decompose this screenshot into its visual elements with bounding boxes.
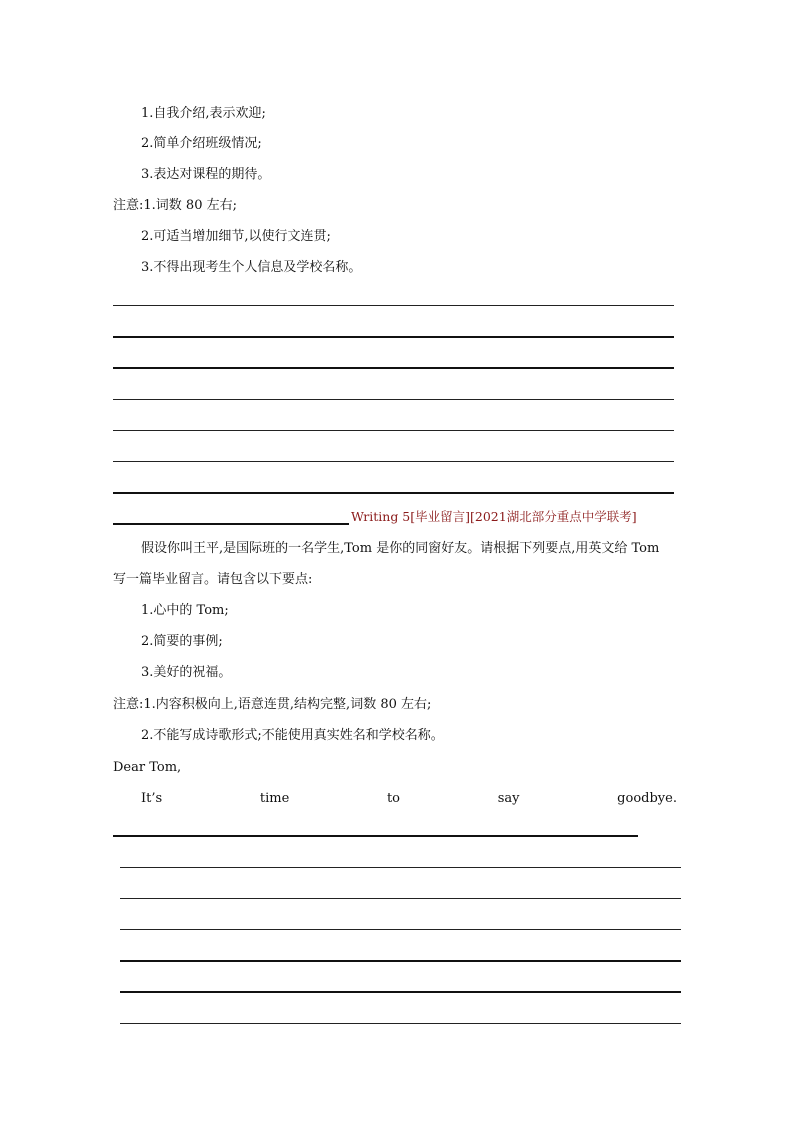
writing-line[interactable] <box>120 929 681 930</box>
writing-line[interactable] <box>113 492 674 494</box>
prompt-line-2: 写一篇毕业留言。请包含以下要点: <box>113 572 313 587</box>
point-2: 2.简要的事例; <box>141 634 223 649</box>
opening-word: It’s <box>141 791 163 806</box>
note-1: 1.词数 80 左右; <box>143 198 237 213</box>
writing-line[interactable] <box>113 367 674 369</box>
opening-word: say <box>497 791 520 806</box>
opening-word: time <box>259 791 290 806</box>
notes-row-1 <box>113 198 237 214</box>
point-2: 2.简单介绍班级情况; <box>141 136 262 151</box>
writing-line[interactable] <box>120 991 681 993</box>
opening-word: goodbye. <box>617 791 677 806</box>
point-3: 3.表达对课程的期待。 <box>141 167 271 182</box>
writing-line[interactable] <box>113 461 674 462</box>
writing-line[interactable] <box>120 960 681 962</box>
writing-line[interactable] <box>113 430 674 431</box>
salutation: Dear Tom, <box>113 760 182 775</box>
notes-label: 注意: <box>113 697 144 712</box>
note-3: 3.不得出现考生个人信息及学校名称。 <box>141 260 362 275</box>
note-2: 2.可适当增加细节,以使行文连贯; <box>141 229 331 244</box>
writing-line[interactable] <box>113 336 674 338</box>
writing-line[interactable] <box>120 1023 681 1024</box>
writing-line[interactable] <box>120 867 681 868</box>
point-1: 1.心中的 Tom; <box>141 603 229 618</box>
writing-line-short[interactable] <box>113 523 349 525</box>
writing-line[interactable] <box>113 399 674 400</box>
point-1: 1.自我介绍,表示欢迎; <box>141 106 266 121</box>
point-3: 3.美好的祝福。 <box>141 665 232 680</box>
opening-sentence <box>141 791 677 807</box>
opening-word: to <box>386 791 401 806</box>
prompt-line-1: 假设你叫王平,是国际班的一名学生,Tom 是你的同窗好友。请根据下列要点,用英文给 Tom <box>141 541 660 556</box>
notes-row-1 <box>113 697 431 713</box>
writing-line[interactable] <box>120 898 681 899</box>
notes-label: 注意: <box>113 198 144 213</box>
writing-line[interactable] <box>113 835 638 837</box>
note-2: 2.不能写成诗歌形式;不能使用真实姓名和学校名称。 <box>141 728 444 743</box>
note-1: 1.内容积极向上,语意连贯,结构完整,词数 80 左右; <box>143 697 432 712</box>
writing-line[interactable] <box>113 305 674 306</box>
section-title: Writing 5[毕业留言][2021湖北部分重点中学联考] <box>351 509 637 524</box>
